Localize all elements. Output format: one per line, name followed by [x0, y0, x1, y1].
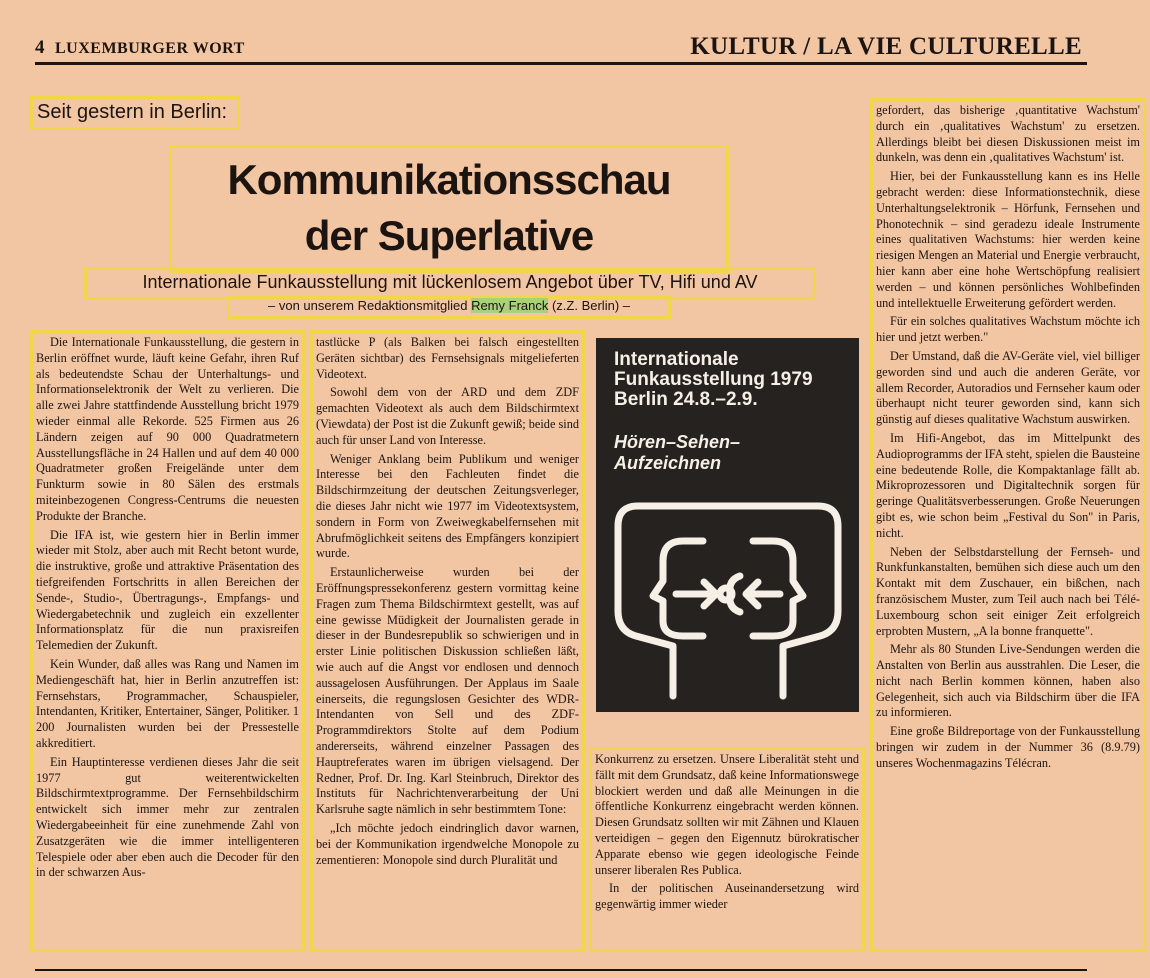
paragraph: Die Internationale Funkausstellung, die gestern in Berlin eröffnet wurde, läuft keine Gefahr, ihren Ruf als bedeutendste Schau der Unterhaltungs- und Informationselektronik der Welt zu verlieren. Die alle zwei Jahre stattfindende Ausstellung bricht 1979 wieder einmal alle Rekorde. 525 Firmen aus 26 Ländern zeigen auf 90 000 Quadratmetern Ausstellungsfläche in 24 Hallen und auf dem 40 000 Quadratmeter großen Freigelände unter dem Funkturm sowie in 80 Sälen des erstmals miteinbezogenen Congress-Centrums die neuesten Produkte der Branche. — [36, 335, 299, 523]
paragraph: In der politischen Auseinandersetzung wird gegenwärtig immer wieder — [595, 881, 859, 912]
paragraph: Im Hifi-Angebot, das im Mittelpunkt des Audioprogramms der IFA steht, spielen die Bausteine eine bedeutende Rolle, die Kompaktanlage fällt ab. Mikroprozessoren und Digitaltechnik sorgen für geringe Qualitätsverbesserungen. Große Neuerungen gibt es, wie schon beim „Festival du Son" in Paris, nicht. — [876, 430, 1140, 540]
byline-prefix: – von unserem Redaktionsmitglied — [268, 298, 472, 313]
paragraph: Konkurrenz zu ersetzen. Unsere Liberalität steht und fällt mit dem Grundsatz, daß keine Informationswege blockiert werden und daß alle Meinungen in die öffentliche Konkurrenz eingebracht werden können. Diesen Grundsatz sollten wir mit Zähnen und Klauen verteidigen – gegen den Eigennutz bürokratischer Apparate ebenso wie gegen ideologische Feinde unserer liberalen Res Publica. — [595, 752, 859, 877]
text-column-2 — [313, 333, 582, 949]
text-column-4 — [873, 101, 1143, 949]
paragraph: Eine große Bildreportage von der Funkausstellung bringen wir zudem in der Nummer 36 (8.9.79) unseres Wochenmagazins Télécran. — [876, 724, 1140, 770]
paragraph: Die IFA ist, wie gestern hier in Berlin immer wieder mit Stolz, aber auch mit Recht betont wurde, die instruktive, große und attraktive Präsentation des tiefgreifenden Fortschritts in allen Bereichen der Sende-, Studio-, Übertragungs-, Empfangs- und Wiedergabetechnik und zugleich ein exzellenter Informationsplatz für die nun praxisreifen Telemedien der Zukunft. — [36, 527, 299, 653]
top-rule — [35, 62, 1087, 65]
ad-title-line-2: Funkausstellung 1979 — [614, 369, 813, 390]
paragraph: Erstaunlicherweise wurden bei der Eröffnungspressekonferenz gestern vormittag keine Fragen zum Thema Bildschirmtext gestellt, was auf eine gewisse Müdigkeit der Journalisten gerade in dieser in der Bundesrepublik so schwierigen und in erster Linie politischen Diskussion schließen läßt, wie auch auf die Angst vor endlosen und dennoch aussagelosen Ausführungen. Der Applaus im Saale einerseits, die regungslosen Gesichter des WDR-Intendanten von Sell und des ZDF-Programmdirektors Stolte auf dem Podium andererseits, während einzelner Passagen des Hauptreferates waren im übrigen vielsagend. Der Redner, Prof. Dr. Ing. Karl Steinbruch, Direktor des Instituts für Nachrichtenverarbeitung der Uni Karlsruhe sagte nämlich in sehr bestimmtem Tone: — [316, 565, 579, 817]
paragraph: Mehr als 80 Stunden Live-Sendungen werden die Anstalten von Berlin aus ausstrahlen. Die Leser, die nicht nach Berlin kommen können, haben also Gelegenheit, sich auch via Bildschirm über die IFA zu informieren. — [876, 642, 1140, 720]
paragraph: Ein Hauptinteresse verdienen dieses Jahr die seit 1977 gut weiterentwickelten Bildschirmtextprogramme. Der Fernsehbildschirm entwickelt sich immer mehr zur zentralen Wiedergabeeinheit für eine zunehmende Zahl von Zusatzgeräten wie die immer intelligenteren Telespiele oder aber eben auch die Decoder für den in der schwarzen Aus- — [36, 754, 299, 880]
section-title: KULTUR / LA VIE CULTURELLE — [690, 33, 1082, 60]
ad-title-line-3: Berlin 24.8.–2.9. — [614, 389, 758, 410]
paragraph: Neben der Selbstdarstellung der Fernseh- und Runkfunkanstalten, bemühen sich diese auch um den Kontakt mit dem Zuschauer, ein bißchen, nach französischem Muster, zum Teil auch nach bei Télé-Luxembourg schon seit einiger Zeit erfolgreich erprobten Mustern, „A la bonne franquette". — [876, 544, 1140, 638]
paragraph: Kein Wunder, daß alles was Rang und Namen im Mediengeschäft hat, hier in Berlin anzutreffen ist: Fernsehstars, Programmacher, Schauspieler, Intendanten, Kritiker, Entertainer, Sänger, Politiker. 1 200 Journalisten wurden bei der Pressestelle akkreditiert. — [36, 656, 299, 750]
ifa-two-heads-logo-icon — [608, 496, 848, 706]
headline-line-1: Kommunikationsschau — [227, 156, 671, 203]
text-column-1 — [33, 333, 302, 949]
ad-slogan — [614, 432, 854, 474]
ifa-advertisement — [596, 338, 859, 712]
article-subheadline: Internationale Funkausstellung mit lückenlosem Angebot über TV, Hifi und AV — [87, 270, 813, 297]
byline-author: Remy Franck — [471, 298, 549, 313]
paragraph: tastlücke P (als Balken bei falsch eingestellten Geräten sichtbar) des Fernsehsignals mitgelieferten Videotext. — [316, 335, 579, 381]
paragraph: Hier, bei der Funkausstellung kann es ins Helle gebracht werden: diese Informationstechnik, diese Unterhaltungselektronik – Hörfunk, Fernsehen und Phonotechnik – sind geradezu ideale Instrumente eines qualitativen Wachstums: hier werden keine riesigen Mengen an Material und Energie verbraucht, hier kann aber eine hohe Wertschöpfung realisiert werden – und können persönliches Wohlbefinden und intellektuelle Erweiterung gefördert werden. — [876, 169, 1140, 310]
article-byline — [230, 298, 668, 316]
paragraph: gefordert, das bisherige ‚quantitative Wachstum' durch ein ‚qualitatives Wachstum' zu ersetzen. Allerdings bleibt bei diesen Diskussionen meist im dunkeln, was denn ein ‚qualitatives Wachstum' ist. — [876, 103, 1140, 165]
ad-slogan-line-1: Hören–Sehen– — [614, 432, 741, 452]
paragraph: „Ich möchte jedoch eindringlich davor warnen, bei der Kommunikation irgendwelche Monopole zu zementieren: Monopole sind durch Pluralität und — [316, 820, 579, 867]
paper-name: LUXEMBURGER WORT — [55, 40, 245, 57]
paragraph: Für ein solches qualitatives Wachstum möchte ich hier und jetzt werben." — [876, 314, 1140, 345]
page-number: 4 — [35, 37, 45, 58]
text-column-3 — [592, 750, 862, 949]
byline-suffix: (z.Z. Berlin) – — [548, 298, 630, 313]
paragraph: Weniger Anklang beim Publikum und weniger Interesse bei den Fachleuten findet die Bildschirmzeitung der deutschen Zeitungsverleger, die dieses Jahr nicht wie 1977 im Videotextsystem, sondern in Form von Zweiwegkabelfernsehen mit Abrufmöglichkeit seitens des Empfängers konzipiert wurde. — [316, 451, 579, 561]
paragraph: Sowohl dem von der ARD und dem ZDF gemachten Videotext als auch dem Bildschirmtext (Viewdata) der Post ist die Zukunft gewiß; beide sind auch für unser Land von Interesse. — [316, 385, 579, 447]
masthead-paper — [35, 37, 245, 59]
bottom-rule — [35, 969, 1087, 971]
paragraph: Der Umstand, daß die AV-Geräte viel, viel billiger geworden sind und auch die anderen Geräte, vor allem Recorder, Autoradios und Fernseher kaum oder überhaupt nicht teurer geworden sind, kann sich günstig auf dieses qualitative Wachstum auswirken. — [876, 348, 1140, 427]
ad-title-line-1: Internationale — [614, 349, 739, 370]
ad-slogan-line-2: Aufzeichnen — [614, 453, 722, 473]
article-headline — [172, 148, 726, 270]
ad-title — [614, 350, 854, 410]
headline-line-2: der Superlative — [304, 212, 594, 259]
article-kicker: Seit gestern in Berlin: — [33, 99, 237, 127]
